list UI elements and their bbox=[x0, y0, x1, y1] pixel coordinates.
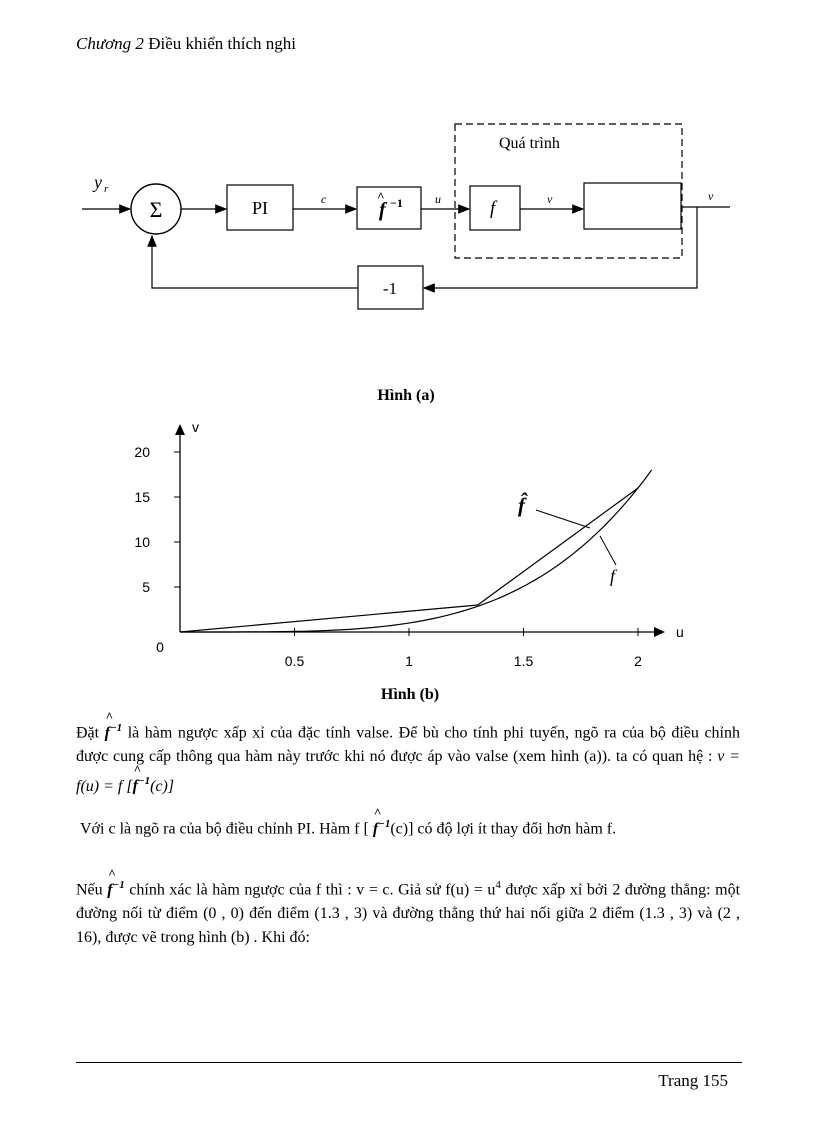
y-axis-label: v bbox=[192, 419, 199, 435]
figure-a-caption: Hình (a) bbox=[377, 387, 435, 404]
p3-start: Nếu bbox=[76, 881, 103, 899]
x-axis-label: u bbox=[676, 624, 684, 640]
paragraph-1 bbox=[76, 716, 740, 799]
y-tick-label: 5 bbox=[142, 579, 150, 595]
figure-b-caption: Hình (b) bbox=[380, 686, 440, 703]
x-tick-label: 2 bbox=[634, 653, 642, 669]
inverse-f-hat: ^ bbox=[377, 189, 385, 204]
x-axis-arrow bbox=[654, 627, 665, 637]
chapter-label: Chương 2 bbox=[76, 34, 144, 53]
chapter-title: Điều khiển thích nghi bbox=[148, 34, 296, 53]
origin-label: 0 bbox=[156, 639, 164, 655]
paragraph-3 bbox=[76, 873, 740, 950]
p3-exponent: 4 bbox=[495, 879, 501, 891]
page-number: Trang 155 bbox=[658, 1071, 728, 1090]
series-f-curve bbox=[180, 470, 652, 632]
input-label: y bbox=[94, 172, 102, 192]
footer-rule bbox=[76, 1062, 742, 1063]
f-annotation: f bbox=[610, 566, 616, 586]
p2-start: Với c là ngõ ra của bộ điều chỉnh PI. Hàm f [ bbox=[80, 820, 369, 838]
p2-body: (c)] có độ lợi ít thay đổi hơn hàm f. bbox=[390, 820, 617, 838]
p3-body: chính xác là hàm ngược của f thì : v = c. Giả sử f(u) = u bbox=[129, 881, 496, 899]
gain-label: -1 bbox=[382, 279, 398, 298]
pi-label: PI bbox=[251, 198, 269, 218]
signal-c: c bbox=[321, 192, 327, 206]
signal-out: v bbox=[708, 189, 714, 203]
y-axis-arrow bbox=[175, 424, 185, 435]
p1-start: Đặt bbox=[76, 724, 100, 742]
sum-symbol: Σ bbox=[149, 197, 163, 222]
y-tick-label: 15 bbox=[134, 489, 150, 505]
signal-u: u bbox=[435, 192, 441, 206]
signal-v: v bbox=[547, 192, 553, 206]
f-label: f bbox=[490, 198, 496, 219]
x-tick-label: 0.5 bbox=[284, 653, 305, 669]
y-tick-label: 10 bbox=[134, 534, 150, 550]
p3-end: được xấp xỉ bởi 2 đường thẳng: một đường nối từ điểm (0 , 0) đến điểm (1.3 , 3) và đường thẳng thứ hai nối giữa 2 điểm (1.3 , 3) và (2 , 16), được vẽ trong hình (b) . Khi đó: bbox=[76, 881, 741, 947]
p1-body: là hàm ngược xấp xỉ của đặc tính valse. Để bù cho tính phi tuyến, ngõ ra của bộ điều chỉnh được cung cấp thông qua hàm này trước khi nó được áp vào valse (xem hình (a)). ta có quan hệ : bbox=[76, 724, 740, 766]
inverse-f-exponent: −1 bbox=[390, 196, 403, 210]
input-subscript: r bbox=[104, 183, 109, 195]
inverse-f-label: f bbox=[379, 199, 386, 221]
fhat-annotation: f̂ bbox=[518, 493, 525, 517]
fhat-inverse-3: ^ $f^{-1}$ bbox=[107, 873, 125, 902]
x-tick-label: 1 bbox=[405, 653, 413, 669]
process-label: Quá trình bbox=[499, 135, 560, 152]
p1-equation: v = f(u) = f [^ $f^{-1}(c)$] bbox=[76, 748, 740, 794]
fhat-inverse-2: ^ $f^{-1}$ bbox=[373, 812, 391, 841]
y-tick-label: 20 bbox=[134, 444, 150, 460]
f-leader-line bbox=[600, 536, 616, 565]
paragraph-2 bbox=[80, 812, 740, 841]
fhat-leader-line bbox=[536, 510, 590, 528]
fhat-inverse: ^ $f^{-1}$ bbox=[105, 716, 123, 745]
x-tick-label: 1.5 bbox=[513, 653, 534, 669]
series-fhat-line bbox=[180, 488, 638, 632]
